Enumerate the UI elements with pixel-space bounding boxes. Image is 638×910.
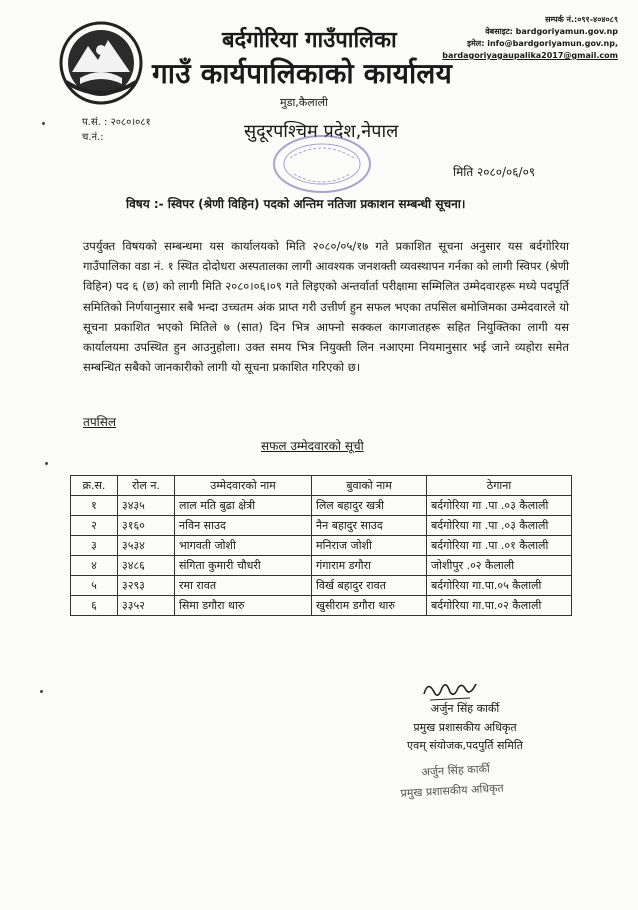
notice-subject: विषय :- स्विपर (श्रेणी विहिन) पदको अन्तिम नतिजा प्रकाशन सम्बन्धी सूचना। [126, 197, 466, 211]
office-seal-stamp [270, 132, 374, 196]
address-cell: बर्दगोरिया गा.पा.०२ कैलाली [427, 596, 572, 616]
signature-block [380, 700, 550, 756]
serial-cell: ४ [71, 556, 118, 576]
roll-cell: ३३५२ [118, 596, 175, 616]
table-row [71, 516, 572, 536]
table-row [71, 596, 572, 616]
signatory-role: एवम् संयोजक,पदपुर्ति समिति [407, 739, 523, 752]
location: मुडा,कैलाली [280, 96, 328, 109]
address-cell: बर्दगोरिया गा .पा .०३ कैलाली [427, 516, 572, 536]
scan-speck [40, 690, 43, 693]
contact-email-alt: bardagoriyagaupalika2017@gmail.com [442, 51, 618, 60]
father-cell: खुसीराम डगौरा थारु [312, 596, 427, 616]
serial-cell: ६ [71, 596, 118, 616]
section-label: तपसिल [83, 415, 117, 429]
table-row [71, 556, 572, 576]
notice-body: उपर्युक्त विषयको सम्बन्धमा यस कार्यालयको मिति २०८०/०५/१७ गते प्रकाशित सूचना अनुसार यस बर्दगोरिया गाउँपालिका वडा नं. १ स्थित दोदोधरा अस्पतालका लागी आवश्यक जनशक्ती व्यवस्थापन गर्नका को लागी स्विपर (श्रेणी विहिन) पद ६ (छ) को लागी मिति २०८०।०६।०९ गते लिइएको अन्तर्वार्ता परीक्षामा सम्मिलित उम्मेदवारहरू मध्ये पदपूर्ति समितिको निर्णयानुसार सबै भन्दा उच्चतम अंक प्राप्त गरी उत्तीर्ण हुन सफल भएका तपसिल बमोजिमका उम्मेदवारले यो सूचना प्रकाशित भएको मितिले ७ (सात) दिन भित्र आफ्नो सक्कल कागजातहरू सहित नियुक्तिका लागी यस कार्यालयमा उपस्थित हुन आउनुहोला। उक्त समय भित्र नियुक्ती लिन नआएमा नियमानुसार भई जाने व्यहोरा समेत सम्बन्धित सबैको जानकारीको लागी यो सूचना प्रकाशित गरिएको छ। [83, 239, 569, 375]
stamp-name: अर्जुन सिंह कार्की [421, 762, 491, 779]
address-cell: बर्दगोरिया गा .पा .०१ कैलाली [427, 536, 572, 556]
signatory-title: प्रमुख प्रशासकीय अधिकृत [413, 720, 517, 734]
father-cell: नैन बहादुर साउद [312, 516, 427, 536]
municipality-name: बर्दगोरिया गाउँपालिका [222, 28, 397, 53]
address-cell: बर्दगोरिया गा .पा .०३ कैलाली [427, 496, 572, 516]
table-row [71, 496, 572, 516]
contact-block [418, 14, 618, 62]
scan-speck [45, 462, 48, 465]
table-row [71, 576, 572, 596]
column-header: रोल न. [118, 476, 175, 496]
province: सुदूरपश्चिम प्रदेश,नेपाल [244, 121, 399, 142]
father-cell: मनिराज जोशी [312, 536, 427, 556]
reference-block [82, 115, 151, 145]
emblem-logo [58, 20, 144, 106]
column-header: बुवाको नाम [312, 476, 427, 496]
candidate-cell: सिमा डगौरा थारु [175, 596, 312, 616]
candidate-cell: रमा रावत [175, 576, 312, 596]
column-header: उम्मेदवारको नाम [175, 476, 312, 496]
father-cell: लिल बहादुर खत्री [312, 496, 427, 516]
serial-cell: ५ [71, 576, 118, 596]
candidate-cell: नविन साउद [175, 516, 312, 536]
roll-cell: ३५३४ [118, 536, 175, 556]
contact-email: इमेल: info@bardgoriyamun.gov.np, [467, 39, 618, 48]
serial-cell: २ [71, 516, 118, 536]
chalani-number: च.नं.: [82, 132, 104, 143]
candidate-cell: भागवती जोशी [175, 536, 312, 556]
father-cell: विर्ख बहादुर रावत [312, 576, 427, 596]
contact-phone: सम्पर्क नं.:०९१-४०४०८९ [545, 15, 618, 24]
address-cell: जोशीपुर .०२ कैलाली [427, 556, 572, 576]
notice-date: मिति २०८०/०६/०९ [453, 165, 536, 179]
results-table [70, 475, 572, 616]
serial-cell: ३ [71, 536, 118, 556]
roll-cell: ३४३५ [118, 496, 175, 516]
candidate-cell: संगिता कुमारी चौधरी [175, 556, 312, 576]
candidate-cell: लाल मति बुढा क्षेत्री [175, 496, 312, 516]
table-header-row [71, 476, 572, 496]
table-caption: सफल उम्मेदवारको सूची [261, 439, 364, 453]
stamp-title: प्रमुख प्रशासकीय अधिकृत [400, 781, 505, 800]
column-header: क्र.स. [71, 476, 118, 496]
serial-cell: १ [71, 496, 118, 516]
roll-cell: ३४८६ [118, 556, 175, 576]
office-name: गाउँ कार्यपालिकाको कार्यालय [152, 57, 453, 90]
signatory-name: अर्जुन सिंह कार्की [430, 702, 500, 715]
roll-cell: ३१६० [118, 516, 175, 536]
name-stamp [399, 756, 551, 804]
contact-website: वेबसाइट: bardgoriyamun.gov.np [485, 27, 618, 36]
table-row [71, 536, 572, 556]
patra-number: प.सं. : २०८०।०८१ [82, 117, 151, 128]
address-cell: बर्दगोरिया गा.पा.०५ कैलाली [427, 576, 572, 596]
column-header: ठेगाना [427, 476, 572, 496]
scan-speck [42, 122, 45, 125]
father-cell: गंगाराम डगौरा [312, 556, 427, 576]
roll-cell: ३२९३ [118, 576, 175, 596]
